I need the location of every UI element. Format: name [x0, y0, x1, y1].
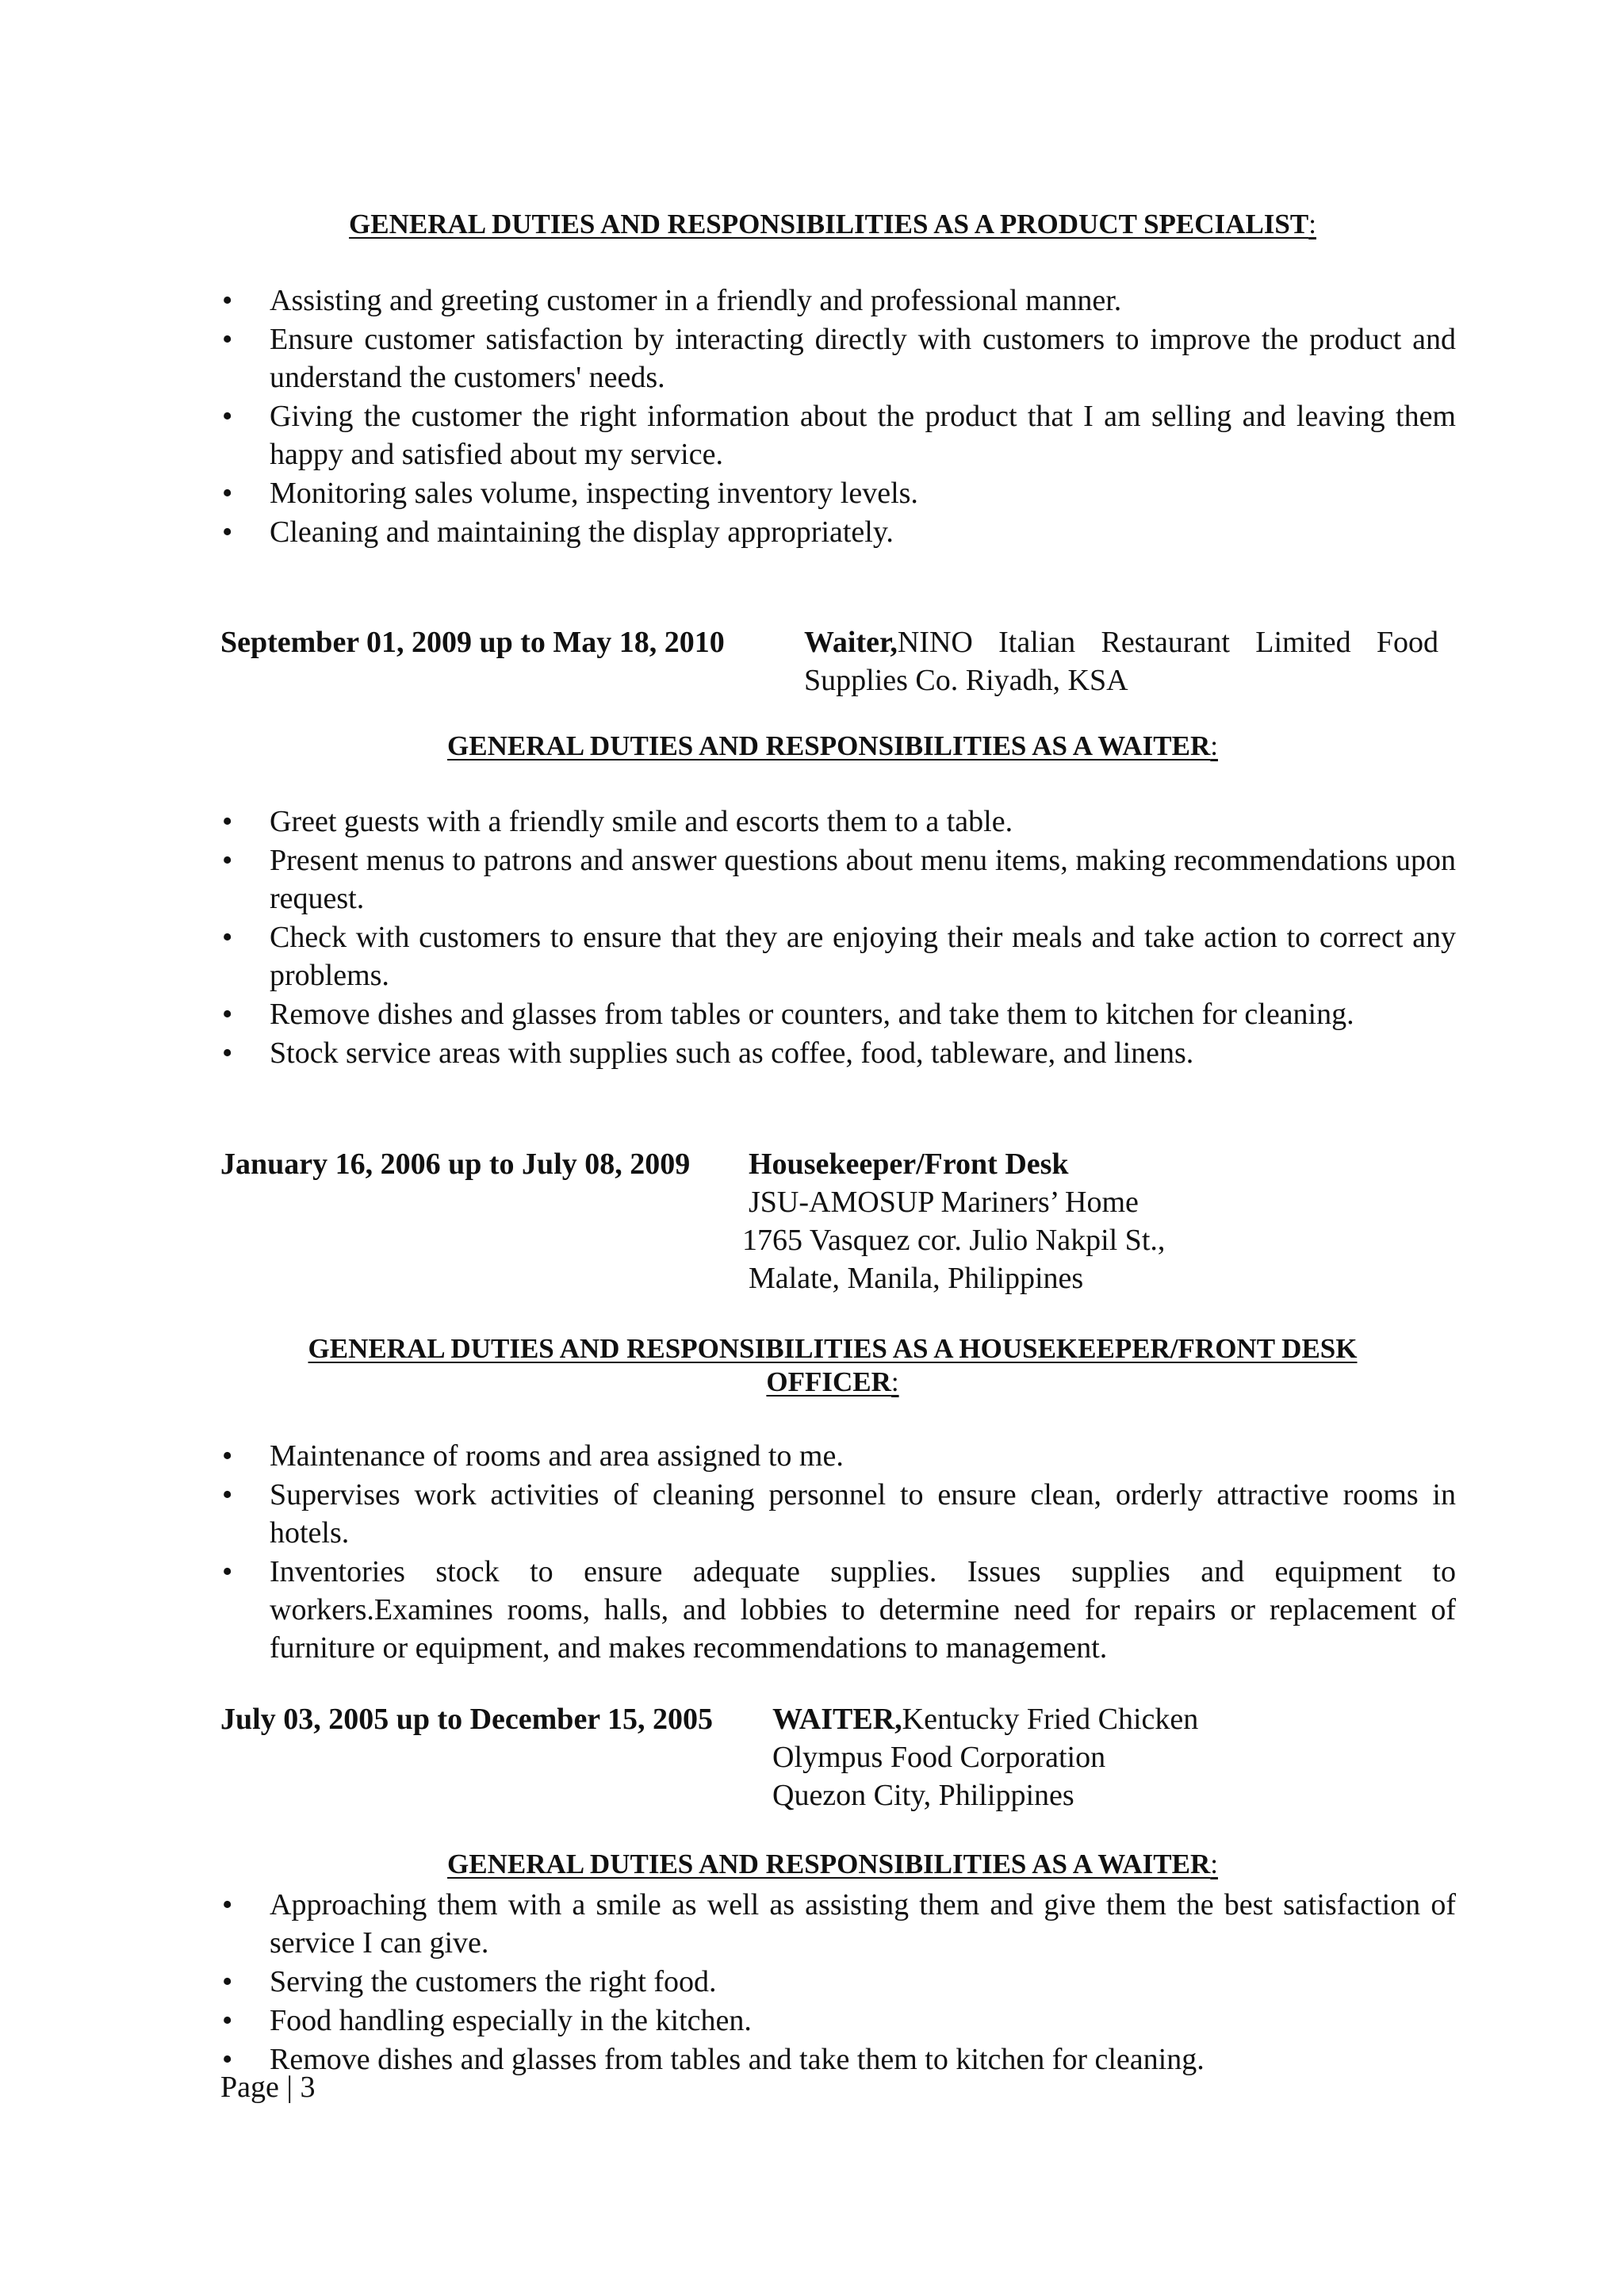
page-number: Page | 3 [220, 2071, 316, 2104]
list-item: • Serving the customers the right food. [270, 1963, 1456, 2001]
employment-dates: September 01, 2009 up to May 18, 2010 [220, 626, 725, 659]
employment-dates: July 03, 2005 up to December 15, 2005 [220, 1703, 713, 1736]
bullet-icon: • [222, 844, 233, 877]
employer-location: Supplies Co. Riyadh, KSA [804, 664, 1128, 697]
list-item: • Check with customers to ensure that they are enjoying their meals and take action to correct any problems. [270, 918, 1456, 994]
bullet-icon: • [222, 284, 233, 317]
bullet-icon: • [222, 998, 233, 1031]
section-heading-waiter [222, 730, 1443, 763]
list-item: • Remove dishes and glasses from tables or counters, and take them to kitchen for cleaning. [270, 995, 1456, 1033]
bullet-icon: • [222, 1036, 233, 1070]
heading-colon: : [1210, 730, 1218, 761]
employer-name: Kentucky Fried Chicken [902, 1703, 1199, 1736]
employer-address: 1765 Vasquez cor. Julio Nakpil St., [742, 1224, 1166, 1257]
bullet-icon: • [222, 477, 233, 510]
list-item: • Supervises work activities of cleaning personnel to ensure clean, orderly attractive rooms in hotels. [270, 1476, 1456, 1552]
list-item: • Ensure customer satisfaction by interacting directly with customers to improve the product and understand the customers' needs. [270, 320, 1456, 397]
list-item: • Food handling especially in the kitchen. [270, 2002, 1456, 2040]
duties-list-product-specialist [222, 282, 1456, 552]
bullet-icon: • [222, 323, 233, 356]
bullet-icon: • [222, 805, 233, 838]
bullet-icon: • [222, 515, 233, 549]
bullet-icon: • [222, 400, 233, 433]
list-item: • Present menus to patrons and answer questions about menu items, making recommendations upon request. [270, 841, 1456, 918]
list-item: • Approaching them with a smile as well as assisting them and give them the best satisfaction of service I can give. [270, 1886, 1456, 1962]
bullet-icon: • [222, 921, 233, 954]
section-heading-waiter-kfc [222, 1848, 1443, 1881]
bullet-icon: • [222, 1555, 233, 1588]
position-title: Waiter, [804, 626, 898, 659]
employer-company: Olympus Food Corporation [772, 1741, 1106, 1774]
bullet-icon: • [222, 2004, 233, 2037]
employer-city: Quezon City, Philippines [772, 1779, 1074, 1812]
list-item: • Greet guests with a friendly smile and escorts them to a table. [270, 803, 1456, 841]
heading-text-line-1: GENERAL DUTIES AND RESPONSIBILITIES AS A HOUSEKEEPER/FRONT DESK [308, 1333, 1358, 1364]
bullet-icon: • [222, 1478, 233, 1511]
section-heading-housekeeper [222, 1332, 1443, 1399]
position-details [804, 623, 1438, 699]
list-item: • Remove dishes and glasses from tables and take them to kitchen for cleaning. [270, 2040, 1456, 2079]
bullet-icon: • [222, 1439, 233, 1473]
list-item: • Assisting and greeting customer in a friendly and professional manner. [270, 282, 1456, 320]
position-line-1 [772, 1700, 1198, 1738]
position-title: WAITER, [772, 1703, 902, 1736]
list-item: • Inventories stock to ensure adequate supplies. Issues supplies and equipment to workers.Examines rooms, halls, and lobbies to determine need for repairs or replacement of furniture or equipment, and makes recommendations to management. [270, 1553, 1456, 1667]
position-title: Housekeeper/Front Desk [749, 1148, 1069, 1181]
heading-colon: : [1308, 209, 1316, 239]
heading-colon: : [891, 1366, 899, 1397]
heading-colon: : [1210, 1849, 1218, 1879]
section-heading-product-specialist [222, 208, 1443, 241]
position-details [772, 1700, 1198, 1814]
heading-text: GENERAL DUTIES AND RESPONSIBILITIES AS A PRODUCT SPECIALIST [349, 209, 1309, 239]
employment-dates: January 16, 2006 up to July 08, 2009 [220, 1148, 691, 1181]
list-item: • Stock service areas with supplies such as coffee, food, tableware, and linens. [270, 1034, 1456, 1072]
heading-text-line-2: OFFICER [766, 1366, 891, 1397]
employer-name: JSU-AMOSUP Mariners’ Home [749, 1186, 1139, 1219]
duties-list-housekeeper [222, 1437, 1456, 1668]
employer-city: Malate, Manila, Philippines [749, 1262, 1084, 1295]
bullet-icon: • [222, 1888, 233, 1921]
list-item: • Monitoring sales volume, inspecting inventory levels. [270, 474, 1456, 512]
position-details [742, 1145, 1166, 1297]
heading-text: GENERAL DUTIES AND RESPONSIBILITIES AS A WAITER [447, 1849, 1211, 1879]
bullet-icon: • [222, 2043, 233, 2076]
duties-list-waiter [222, 803, 1456, 1073]
list-item: • Cleaning and maintaining the display appropriately. [270, 513, 1456, 551]
list-item: • Giving the customer the right information about the product that I am selling and leaving them happy and satisfied about my service. [270, 397, 1456, 473]
employer-name: NINO Italian Restaurant Limited Food [897, 626, 1438, 659]
bullet-icon: • [222, 1965, 233, 1998]
duties-list-waiter-kfc [222, 1886, 1456, 2079]
list-item: • Maintenance of rooms and area assigned to me. [270, 1437, 1456, 1475]
position-line-1 [804, 623, 1438, 661]
heading-text: GENERAL DUTIES AND RESPONSIBILITIES AS A WAITER [447, 730, 1211, 761]
